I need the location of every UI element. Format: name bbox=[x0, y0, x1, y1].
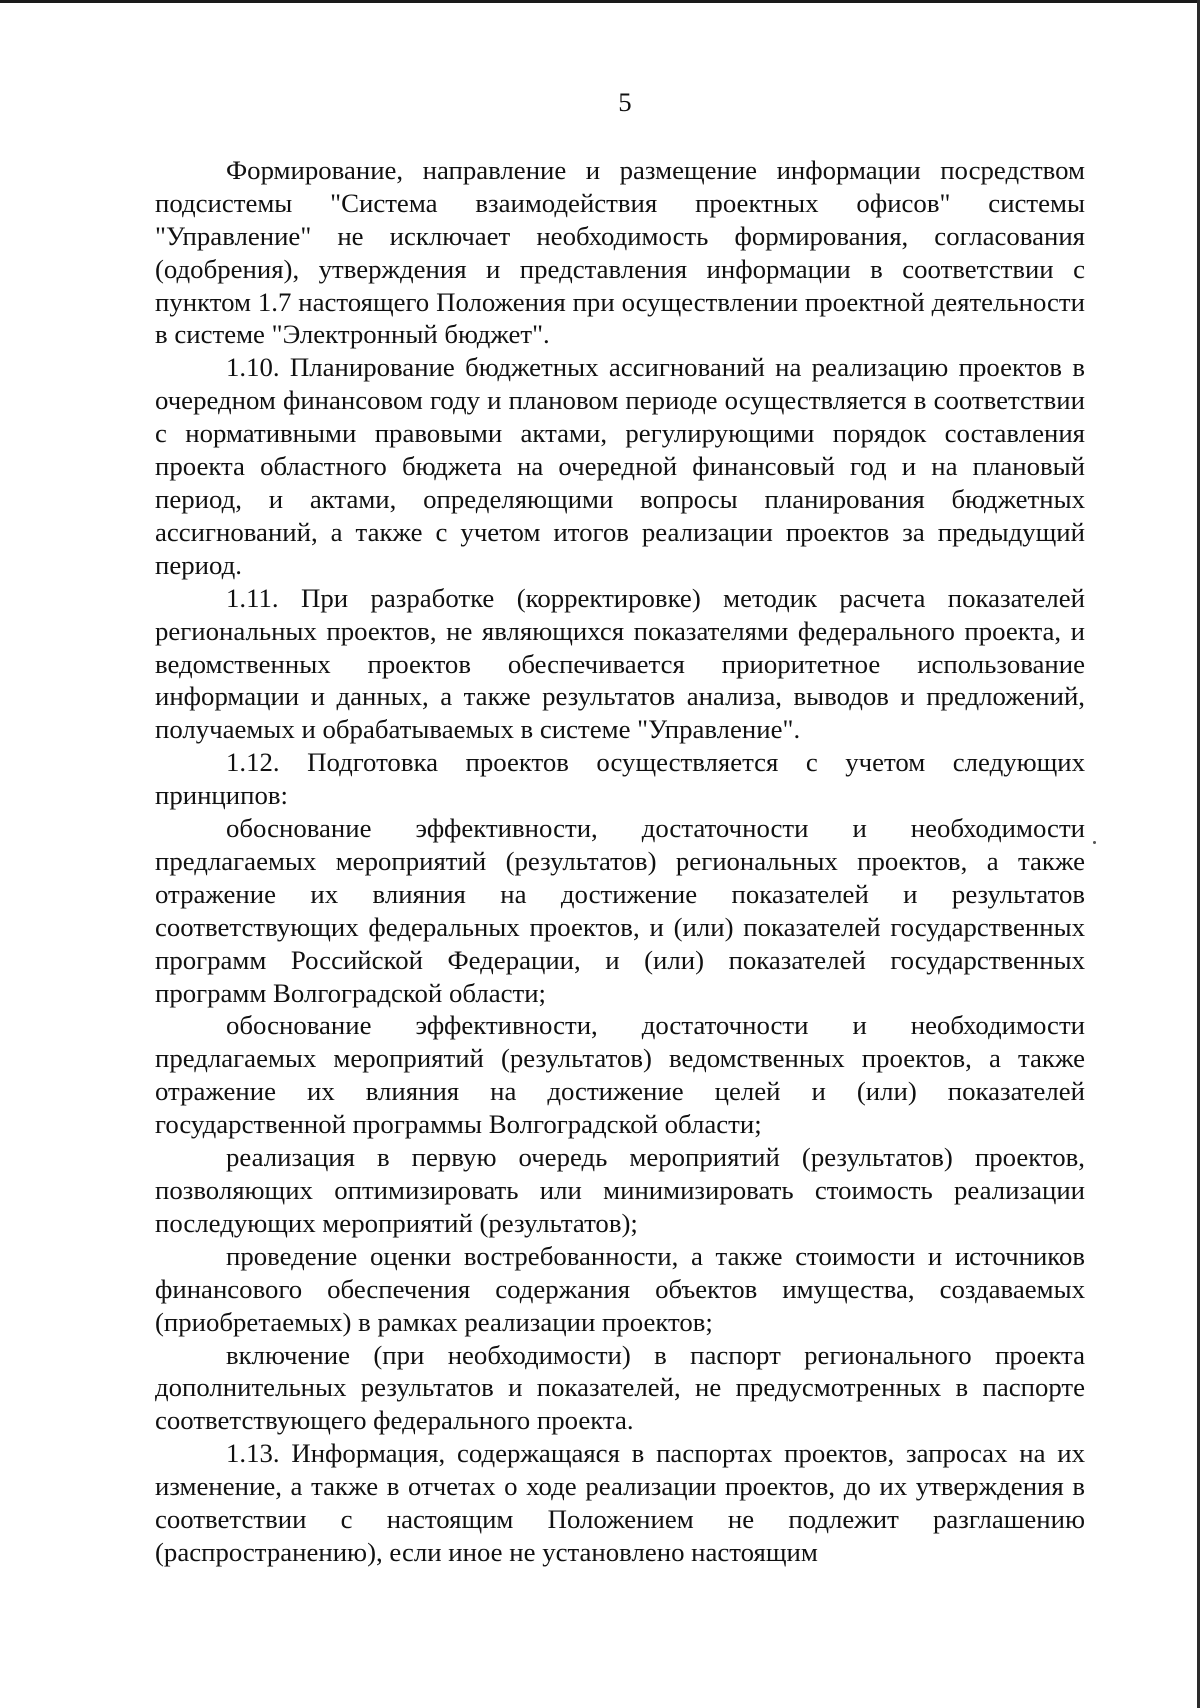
principle-priority-implementation: реализация в первую очередь мероприятий (результатов) проектов, позволяющих оптимизировать или минимизировать стоимость реализации последующих мероприятий (результатов); bbox=[155, 1142, 1085, 1238]
paragraph-information-submission: Формирование, направление и размещение информации посредством подсистемы "Система взаимодействия проектных офисов" системы "Управление" не исключает необходимость формирования, согласования (одобрения), утверждения и представления информации в соответствии с пунктом 1.7 настоящего Положения при осуществлении проектной деятельности в системе "Электронный бюджет". bbox=[155, 154, 1085, 350]
paragraph-1-11: 1.11. При разработке (корректировке) методик расчета показателей региональных проектов, не являющихся показателями федерального проекта, и ведомственных проектов обеспечивается приоритетное использование информации и данных, а также результатов анализа, выводов и предложений, получаемых и обрабатываемых в системе "Управление". bbox=[155, 582, 1085, 745]
scan-edge-top bbox=[0, 0, 1200, 3]
page-number: 5 bbox=[618, 87, 632, 117]
paragraph-1-10: 1.10. Планирование бюджетных ассигнований на реализацию проектов в очередном финансовом году и плановом периоде осуществляется в соответствии с нормативными правовыми актами, регулирующими порядок составления проекта областного бюджета на очередной финансовый год и на плановый период, и актами, определяющими вопросы планирования бюджетных ассигнований, а также с учетом итогов реализации проектов за предыдущий период. bbox=[155, 352, 1085, 580]
principle-property-assessment: проведение оценки востребованности, а также стоимости и источников финансового обеспечения содержания объектов имущества, создаваемых (приобретаемых) в рамках реализации проектов; bbox=[155, 1240, 1085, 1337]
principle-regional-projects: обоснование эффективности, достаточности и необходимости предлагаемых мероприятий (результатов) региональных проектов, а также отражение их влияния на достижение показателей и результатов соответствующих федеральных проектов, и (или) показателей государственных программ Российской Федерации, и (или) показателей государственных программ Волгоградской области; bbox=[155, 813, 1085, 1008]
scan-speck bbox=[1093, 841, 1096, 844]
paragraph-1-12: 1.12. Подготовка проектов осуществляется с учетом следующих принципов: bbox=[155, 747, 1085, 811]
document-page bbox=[155, 86, 1085, 1569]
principle-additional-results: включение (при необходимости) в паспорт регионального проекта дополнительных результатов и показателей, не предусмотренных в паспорте соответствующего федерального проекта. bbox=[155, 1339, 1085, 1436]
principle-departmental-projects: обоснование эффективности, достаточности и необходимости предлагаемых мероприятий (результатов) ведомственных проектов, а также отражение их влияния на достижение целей и (или) показателей государственной программы Волгоградской области; bbox=[155, 1010, 1085, 1140]
paragraph-1-13: 1.13. Информация, содержащаяся в паспортах проектов, запросах на их изменение, а также в отчетах о ходе реализации проектов, до их утверждения в соответствии с настоящим Положением не подлежит разглашению (распространению), если иное не установлено настоящим bbox=[155, 1438, 1085, 1567]
